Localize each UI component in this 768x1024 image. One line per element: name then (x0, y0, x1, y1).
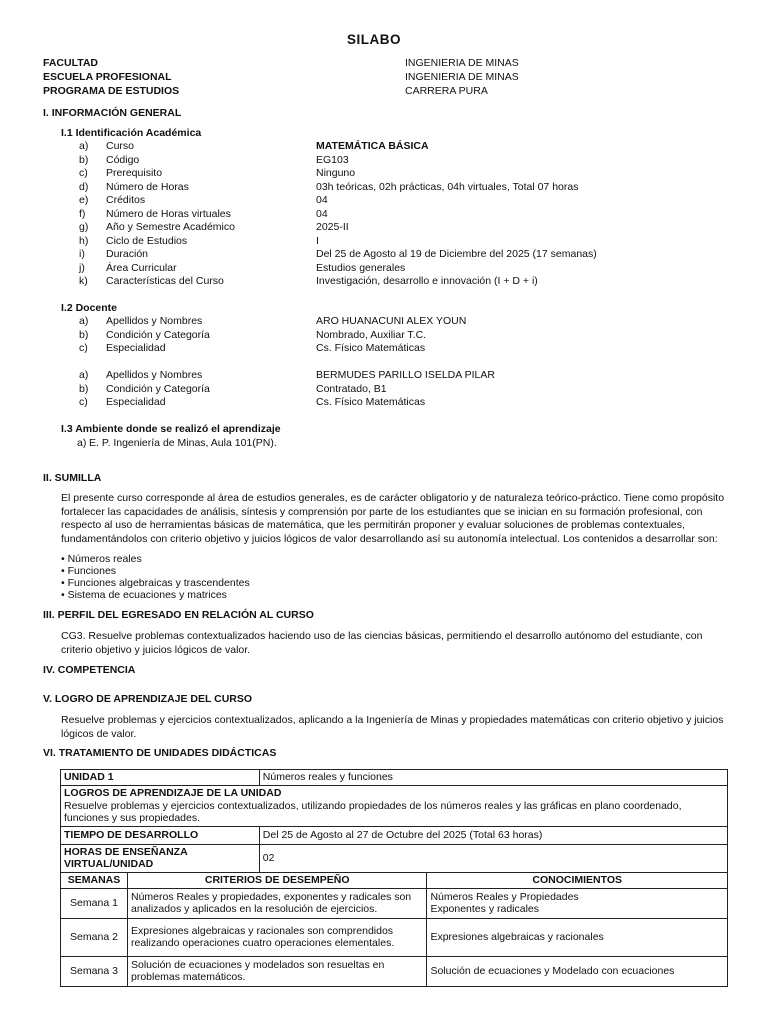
list-letter: c) (79, 342, 88, 354)
unit-label: UNIDAD 1 (61, 770, 260, 786)
field-label: Curso (106, 140, 135, 152)
field-label: Año y Semestre Académico (106, 221, 235, 233)
semana-cell: Semana 2 (61, 918, 128, 956)
sumilla-bullet: • Funciones algebraicas y trascendentes (61, 577, 250, 589)
section-1-1-heading: I.1 Identificación Académica (61, 127, 202, 139)
field-value: Cs. Físico Matemáticas (316, 396, 426, 408)
header-conocimientos: CONOCIMIENTOS (427, 872, 728, 888)
section-3-heading: III. PERFIL DEL EGRESADO EN RELACIÓN AL CURSO (43, 609, 314, 621)
list-letter: d) (79, 180, 89, 193)
list-letter: h) (79, 234, 89, 247)
field-label: Condición y Categoría (106, 329, 210, 341)
field-value: Cs. Físico Matemáticas (316, 342, 426, 354)
field-label: Características del Curso (106, 275, 224, 287)
section-5-heading: V. LOGRO DE APRENDIZAJE DEL CURSO (43, 693, 253, 705)
semana-cell: Semana 3 (61, 956, 128, 986)
conocimientos-cell: Números Reales y Propiedades Exponentes y radicales (427, 888, 728, 918)
tiempo-value: Del 25 de Agosto al 27 de Octubre del 2025 (Total 63 horas) (259, 826, 727, 844)
semana-cell: Semana 1 (61, 888, 128, 918)
sumilla-paragraph: El presente curso corresponde al área de estudios generales, es de carácter obligatorio y de naturaleza teórico-práctico. Tiene como propósito fortalecer las capacidades de análisis, síntesis y comprensión por parte de los estudiantes que se inician en su formación profesional, con respecto al uso de herramientas básicas de matemática, que les permitirán proponer y evaluar soluciones de problemas contextuales, fundamentándolos con criterio objetivo y juicios lógicos de valor desarrollando así su autonomía intelectual. Los contenidos a desarrollar son: (61, 492, 725, 545)
section-1-2-heading: I.2 Docente (61, 302, 118, 314)
field-value-curso: MATEMÁTICA BÁSICA (316, 140, 429, 152)
logros-cell (61, 786, 728, 827)
units-table (60, 769, 728, 987)
section-1-heading: I. INFORMACIÓN GENERAL (43, 107, 182, 119)
field-value: 03h teóricas, 02h prácticas, 04h virtuales, Total 07 horas (316, 180, 579, 193)
teacher-name: ARO HUANACUNI ALEX YOUN (316, 315, 467, 327)
field-label: Apellidos y Nombres (106, 315, 203, 327)
logro-paragraph: Resuelve problemas y ejercicios contextualizados, aplicando a la Ingeniería de Minas y propiedades matemáticas con criterio objetivo y juicios lógicos de valor. (61, 714, 724, 740)
section-1-3-heading: I.3 Ambiente donde se realizó el aprendizaje (61, 423, 281, 435)
sumilla-bullet: • Funciones (61, 565, 117, 577)
horas-label: HORAS DE ENSEÑANZA VIRTUAL/UNIDAD (61, 844, 260, 872)
table-row (61, 956, 728, 986)
criterio-cell: Solución de ecuaciones y modelados son resueltas en problemas matemáticos. (127, 956, 426, 986)
list-letter: g) (79, 221, 89, 233)
field-value: I (316, 234, 319, 247)
list-letter: e) (79, 194, 89, 206)
logros-title: LOGROS DE APRENDIZAJE DE LA UNIDAD (64, 787, 282, 799)
field-label: Ciclo de Estudios (106, 234, 188, 247)
conocimientos-cell: Solución de ecuaciones y Modelado con ecuaciones (427, 956, 728, 986)
list-letter: c) (79, 396, 88, 408)
tiempo-label: TIEMPO DE DESARROLLO (61, 826, 260, 844)
unit-value: Números reales y funciones (259, 770, 727, 786)
conocimientos-cell: Expresiones algebraicas y racionales (427, 918, 728, 956)
field-value: 04 (316, 207, 328, 220)
logros-text: Resuelve problemas y ejercicios contextualizados, utilizando propiedades de los números reales y las gráficas en plano coordenado, funciones y sus propiedades. (64, 799, 682, 824)
field-label: Duración (106, 248, 149, 260)
field-value: Nombrado, Auxiliar T.C. (316, 329, 427, 341)
section-6-heading: VI. TRATAMIENTO DE UNIDADES DIDÁCTICAS (43, 747, 277, 759)
learning-environment: E. P. Ingeniería de Minas, Aula 101(PN). (89, 437, 277, 449)
list-letter: b) (79, 153, 89, 166)
header-label-programa: PROGRAMA DE ESTUDIOS (43, 85, 180, 97)
field-label: Número de Horas (106, 180, 189, 193)
field-value: 2025-II (316, 221, 349, 233)
table-row (61, 918, 728, 956)
field-value: 04 (316, 194, 328, 206)
field-label: Condición y Categoría (106, 383, 210, 395)
header-criterios: CRITERIOS DE DESEMPEÑO (127, 872, 426, 888)
header-value-escuela: INGENIERIA DE MINAS (405, 71, 519, 83)
field-value: Investigación, desarrollo e innovación (I + D + i) (316, 275, 538, 287)
field-value: Contratado, B1 (316, 383, 387, 395)
list-letter: a) (79, 140, 89, 152)
field-label: Especialidad (106, 396, 166, 408)
list-letter: f) (79, 207, 86, 220)
sumilla-bullet: • Sistema de ecuaciones y matrices (61, 589, 227, 601)
sumilla-bullet: • Números reales (61, 553, 142, 565)
field-label: Apellidos y Nombres (106, 369, 203, 381)
section-4-heading: IV. COMPETENCIA (43, 664, 136, 676)
criterio-cell: Números Reales y propiedades, exponentes y radicales son analizados y aplicados en la resolución de ejercicios. (127, 888, 426, 918)
field-value: Ninguno (316, 167, 356, 179)
field-label: Créditos (106, 194, 146, 206)
list-letter: i) (79, 248, 85, 260)
section-2-heading: II. SUMILLA (43, 472, 102, 484)
header-label-facultad: FACULTAD (43, 57, 99, 69)
teacher-name: BERMUDES PARILLO ISELDA PILAR (316, 369, 495, 381)
horas-value: 02 (259, 844, 727, 872)
field-label: Prerequisito (106, 167, 163, 179)
field-label: Código (106, 153, 140, 166)
header-value-facultad: INGENIERIA DE MINAS (405, 57, 519, 69)
list-letter: a) (77, 437, 87, 449)
list-letter: c) (79, 167, 88, 179)
field-label: Especialidad (106, 342, 166, 354)
field-value: Del 25 de Agosto al 19 de Diciembre del 2025 (17 semanas) (316, 248, 597, 260)
criterio-cell: Expresiones algebraicas y racionales son comprendidos realizando operaciones cuatro operaciones elementales. (127, 918, 426, 956)
field-label: Área Curricular (106, 261, 177, 274)
list-letter: b) (79, 383, 89, 395)
list-letter: a) (79, 315, 89, 327)
perfil-paragraph: CG3. Resuelve problemas contextualizados haciendo uso de las ciencias básicas, permitiendo el desarrollo autónomo del estudiante, con criterio objetivo y juicios lógicos de valor. (61, 630, 703, 656)
list-letter: k) (79, 275, 88, 287)
list-letter: a) (79, 369, 89, 381)
document-title: SILABO (347, 32, 402, 47)
field-value: EG103 (316, 153, 349, 166)
table-row (61, 888, 728, 918)
field-label: Número de Horas virtuales (106, 207, 231, 220)
header-semanas: SEMANAS (61, 872, 128, 888)
header-label-escuela: ESCUELA PROFESIONAL (43, 71, 172, 83)
field-value: Estudios generales (316, 261, 406, 274)
header-value-programa: CARRERA PURA (405, 85, 488, 97)
list-letter: b) (79, 329, 89, 341)
list-letter: j) (79, 261, 85, 274)
